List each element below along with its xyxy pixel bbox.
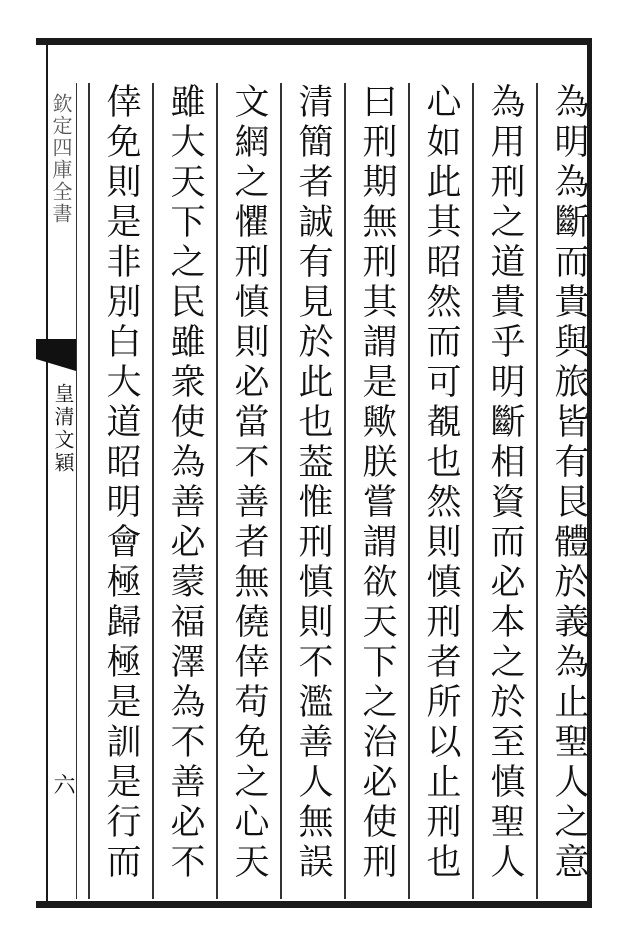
main-text-area <box>88 83 602 899</box>
margin-series-title: 欽定四庫全書 <box>49 93 73 225</box>
frame-bottom-border <box>36 901 592 908</box>
text-column-5: 清簡者誠有見於此也葢惟刑慎則不濫善人無誤 <box>293 83 333 883</box>
margin-book-title: 皇清文穎 <box>51 383 75 475</box>
column-rule <box>536 83 538 899</box>
column-rule <box>472 83 474 899</box>
column-rule <box>408 83 410 899</box>
page-margin-strip <box>36 83 84 899</box>
text-column-4: 曰刑期無刑其謂是歟朕嘗謂欲天下之治必使刑 <box>357 83 397 883</box>
column-rule <box>344 83 346 899</box>
fishtail-mark-icon <box>36 335 84 375</box>
text-column-8: 倖免則是非別白大道昭明會極歸極是訓是行而 <box>101 83 141 883</box>
page-frame <box>36 38 592 908</box>
column-rule <box>152 83 154 899</box>
text-column-2: 為用刑之道貴乎明斷相資而必本之於至慎聖人 <box>485 83 525 883</box>
column-rule <box>216 83 218 899</box>
text-column-7: 雖大天下之民雖衆使為善必蒙福澤為不善必不 <box>165 83 205 883</box>
text-column-6: 文網之懼刑慎則必當不善者無僥倖苟免之心天 <box>229 83 269 883</box>
text-column-1: 為明為斷而貴與旅皆有艮體於義為止聖人之意 <box>549 83 589 883</box>
frame-top-border <box>36 38 592 45</box>
text-column-3: 心如此其昭然而可覩也然則慎刑者所以止刑也 <box>421 83 461 883</box>
column-rule <box>280 83 282 899</box>
margin-page-number: 六 <box>50 773 75 795</box>
column-rule <box>88 83 90 899</box>
